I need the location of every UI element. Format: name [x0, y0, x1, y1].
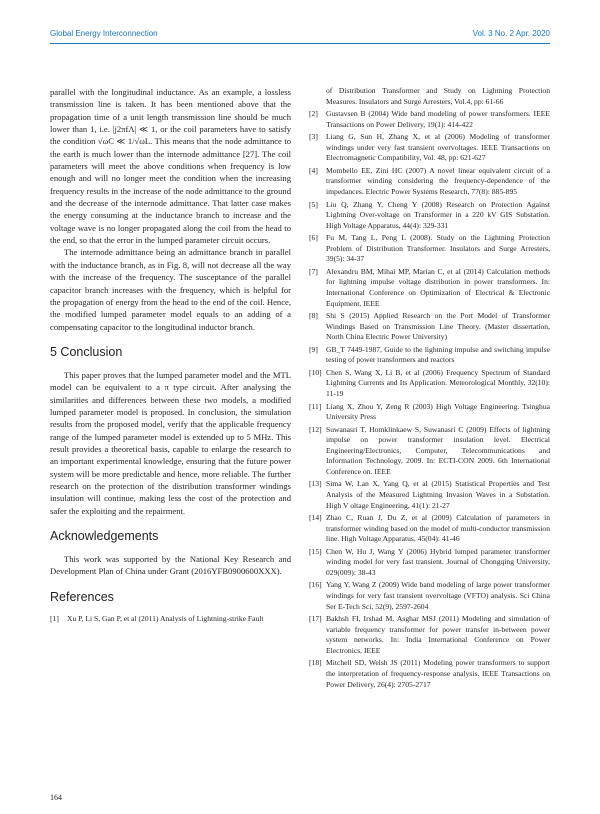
reference-text: of Distribution Transformer and Study on Lightning Protection Measures. Insulators and Surge Arresters, Vol.4, pp: 61-66 [326, 86, 550, 106]
header-rule [50, 43, 550, 44]
reference-item [50, 614, 291, 625]
reference-text: Bakhsh FI, Irshad M, Asghar MSJ (2011) Modeling and simulation of variable frequency transformer for power transfer in-between power system networks. In: India International Conference on Power Electronics, IEEE [326, 614, 550, 655]
reference-number: [17] [309, 614, 322, 624]
journal-name: Global Energy Interconnection [50, 29, 158, 38]
reference-text: Chen S, Wang X, Li B, et al (2006) Frequency Spectrum of Standard Lightning Currents and Its Application. Meteorological Monthly, 32(10): 11-19 [326, 367, 550, 399]
page-number: 164 [50, 793, 62, 802]
reference-text: GB_T 7449-1987, Guide to the lightning impulse and switching impulse testing of power transformers and reactors [326, 344, 550, 365]
reference-number: [7] [309, 266, 318, 276]
reference-number: [6] [309, 233, 318, 243]
reference-item [309, 513, 550, 545]
reference-item [309, 547, 550, 579]
reference-item [309, 479, 550, 511]
reference-text: Alexandru BM, Mihai MP, Marian C, et al (2014) Calculation methods for lightning impulse voltage distribution in power transformers. In: International Conference on Optimization of Electrical & Electronic Equipment, IEEE [326, 266, 550, 308]
reference-text: Liang X, Zhou Y, Zeng R (2003) High Voltage Engineering. Tsinghua University Press [326, 401, 550, 422]
conclusion-paragraph: This paper proves that the lumped parameter model and the MTL model can be equivalent to a π type circuit. After analysing the similarities and differences between these two models, a modified lumped parameter model is proposed. In conclusion, the simulation results from the proposed model, verify that the applicable frequency range of the lumped parameter model is extended up to 5 MHz. This result provides a theoretical basis, capable to enlarge the research to an important experimental knowledge, ensuring that the future power system will be more predictable and hence, more reliable. The further research on the protection of the distribution transformer windings insulation will continue, making less the cost of the protection and safer the exploiting and the repairment. [50, 369, 291, 516]
right-column [309, 86, 550, 692]
reference-number: [10] [309, 367, 322, 377]
reference-text: Liu Q, Zhang Y, Cheng Y (2008) Research on Protection Against Lightning Over-voltage on Transformer in a 220 kV GIS Substation. High Voltage Apparatus, 44(4): 329-331 [326, 199, 550, 230]
reference-item [309, 267, 550, 309]
reference-item [309, 402, 550, 423]
reference-number: [15] [309, 546, 322, 556]
reference-list-start [50, 614, 291, 625]
reference-item [309, 425, 550, 478]
reference-text: Yang Y, Wang Z (2009) Wide band modeling of large power transformer windings for very fast transient overvoltage (VFTO) analysis. Sci China Ser E-Tech Sci, 52(9), 2597-2604 [326, 580, 550, 611]
reference-number: [5] [309, 199, 318, 209]
reference-number: [9] [309, 344, 318, 354]
reference-item [309, 345, 550, 366]
reference-number: [14] [309, 513, 322, 523]
reference-number: [13] [309, 479, 322, 489]
acknowledgements-heading: Acknowledgements [50, 529, 159, 543]
reference-item [309, 109, 550, 130]
reference-text: Sima W, Lan X, Yang Q, et al (2015) Statistical Properties and Test Analysis of the Measured Lightning Invasion Waves in a Substation. High V oltage Engineering, 41(1): 21-27 [326, 479, 550, 510]
reference-number: [18] [309, 658, 322, 668]
reference-number: [8] [309, 311, 318, 321]
reference-number: [3] [309, 132, 318, 142]
reference-continuation [309, 86, 550, 107]
references-heading: References [50, 589, 114, 604]
reference-item [309, 311, 550, 343]
reference-number: [16] [309, 580, 322, 590]
reference-text: Liang G, Sun H, Zhang X, et al (2006) Modeling of transformer windings under very fast transient overvoltages. IEEE Transactions on Electromagnetic Compatibility, Vol. 48, pp: 621-627 [326, 132, 550, 163]
reference-item [309, 614, 550, 656]
reference-text: Gustavsen B (2004) Wide band modeling of power transformers. IEEE Transactions on Power Delivery, 19(1): 414-422 [326, 109, 550, 129]
reference-text: Xu P, Li S, Gan P, et al (2011) Analysis of Lightning-strike Fault [67, 613, 264, 623]
reference-number: [2] [309, 109, 318, 119]
left-column [50, 86, 291, 626]
reference-item [309, 233, 550, 265]
reference-text: Suwanasri T, Homklinkaew S, Suwanasri C (2009) Effects of lightning impulse on power transformer insulation level. Electrical Engineering/Electronics, Computer, Telecommunications and Information Technology, 2009. In: ECTI-CON 2009. 6th International Conference on. IEEE [326, 424, 550, 476]
acknowledgements-paragraph: This work was supported by the National Key Research and Development Plan of China under Grant (2016YFB0900600XXX). [50, 554, 291, 577]
reference-text: Mombello EE, Zini HC (2007) A novel linear equivalent circuit of a transformer winding considering the frequency-dependence of the impedances. Electric Power Systems Research, 77(8): 885-895 [326, 165, 550, 197]
conclusion-heading: 5 Conclusion [50, 344, 123, 359]
reference-text: Fu M, Tang L, Peng L (2008). Study on the Lightning Protection Problem of Distribution Transformer. Insulators and Surge Arresters, 39(5): 34-37 [326, 233, 550, 264]
reference-item [309, 132, 550, 164]
reference-number: [11] [309, 401, 322, 411]
reference-number: [1] [50, 613, 59, 623]
reference-text: Zhao C, Ruan J, Du Z, et al (2009) Calculation of parameters in transformer winding based on the model of multi-conductor transmission line. High Voltage Apparatus, 45(04): 41-46 [326, 513, 550, 544]
issue-info: Vol. 3 No. 2 Apr. 2020 [472, 29, 550, 38]
body-paragraph: parallel with the longitudinal inductance. As an example, a lossless transmission line is taken. It has been mentioned above that the propagation time of a unit length transmission line should be much lower than 1, i.e. |j2πfΛ| ≪ 1, or the coil parameters have to satisfy the condition √ωC ≪ 1/√ωL. This means that the node admittance to the earth is much lower than the internode admittance [27]. The coil parameters will meet the above conditions when frequency is low enough and will no longer meet the condition when the increasing frequency results in the increase of the node admittance to the ground and the decrease of the internode admittance. That latter case makes the energy consuming at the inductance branch to increase and the voltage wave is no longer propagated along the coil from the head to the end, so that the error in the lumped parameter circuit occurs. [50, 87, 291, 246]
reference-number: [12] [309, 424, 322, 434]
reference-text: Shi S (2015) Applied Research on the Port Model of Transformer Windings Based on Transmission Line Theory. (Master dissertation, North China Electric Power University) [326, 311, 550, 342]
reference-text: Mitchell SD, Welsh JS (2011) Modeling power transformers to support the interpretation of frequency-response analysis. IEEE Transactions on Power Delivery, 26(4): 2705-2717 [326, 658, 550, 689]
reference-number: [4] [309, 165, 318, 175]
reference-item [309, 368, 550, 400]
body-paragraph: The internode admittance being an admittance branch in parallel with the inductance branch, as in Fig. 8, will not decrease all the way with the increase of the frequency. The susceptance of the parallel capacitor branch increases with the frequency, which is helpful for the propagation of energy from the head to the end of the coil. Hence, the modified lumped parameter model equals to an adding of a compensating capacitor to the longitudinal inductor branch. [50, 247, 291, 332]
running-header [50, 29, 550, 43]
reference-item [309, 580, 550, 612]
reference-item [309, 658, 550, 690]
reference-text: Chen W, Hu J, Wang Y (2006) Hybrid lumped parameter transformer winding model for very fast transient. Journal of Chongqing University, 029(009): 38-43 [326, 546, 550, 577]
reference-list [309, 86, 550, 690]
reference-item [309, 200, 550, 232]
reference-item [309, 166, 550, 198]
